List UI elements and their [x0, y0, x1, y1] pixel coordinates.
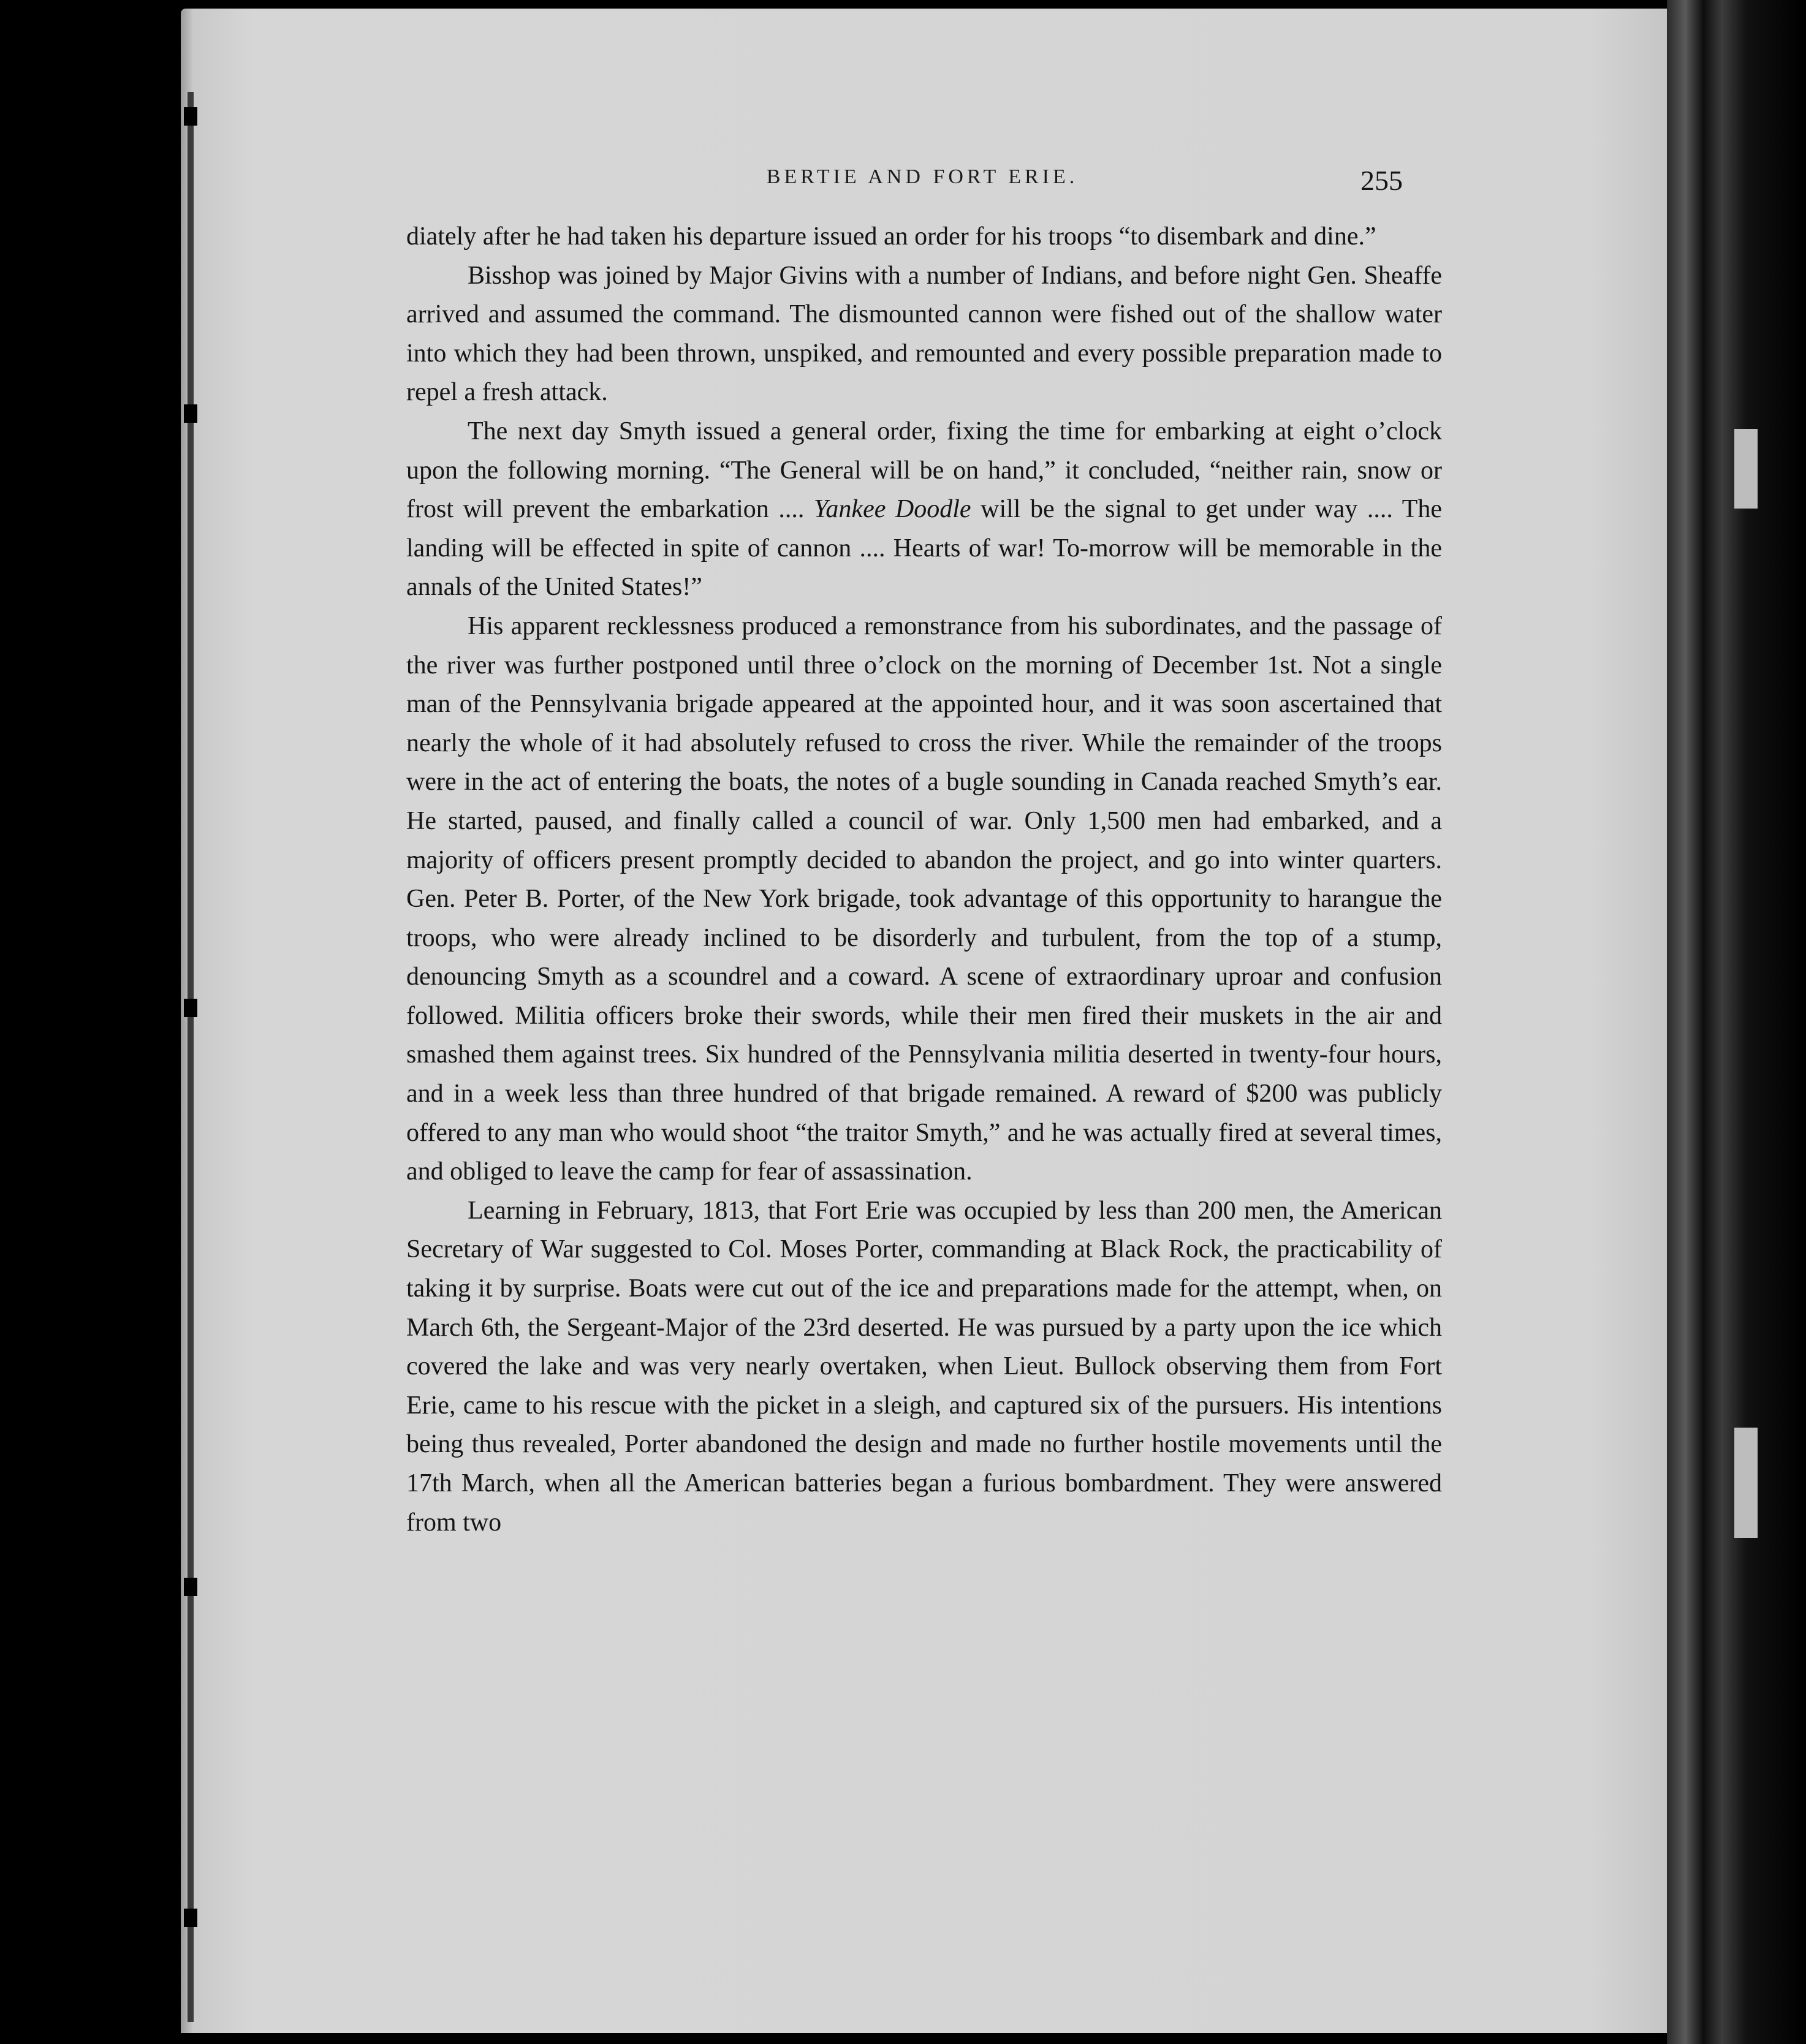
- paragraph-text: will be the signal to get under way .... The landing will be effected in spite of cannon .... Hearts of war! To-morrow will be memorable in the annals of the United States!”: [406, 495, 1443, 602]
- running-title: BERTIE AND FORT ERIE.: [766, 165, 1079, 188]
- binding-stitch: [184, 1909, 197, 1927]
- italic-title: Yankee Doodle: [813, 495, 971, 524]
- binding-stitch: [184, 999, 197, 1017]
- binding-gutter: [188, 92, 194, 2022]
- paragraph: diately after he had taken his departure issued an order for his troops “to disembark and dine.”: [406, 222, 1376, 251]
- paragraph: [406, 412, 1442, 607]
- paragraph: His apparent recklessness produced a remonstrance from his subordinates, and the passage of the river was further postponed until three o’clock on the morning of December 1st. Not a single man of the Pennsylvania brigade appeared at the appointed hour, and it was soon ascertained that nearly the whole of it had absolutely refused to cross the river. While the remainder of the troops were in the act of entering the boats, the notes of a bugle sounding in Canada reached Smyth’s ear. He started, paused, and finally called a council of war. Only 1,500 men had embarked, and a majority of officers present promptly decided to abandon the project, and go into winter quarters. Gen. Peter B. Porter, of the New York brigade, took advantage of this opportunity to harangue the troops, who were already inclined to be disorderly and turbulent, from the top of a stump, denouncing Smyth as a scoundrel and a coward. A scene of extraordinary uproar and confusion followed. Militia officers broke their swords, while their men fired their muskets in the air and smashed them against trees. Six hundred of the Pennsylvania militia deserted in twenty-four hours, and in a week less than three hundred of that brigade remained. A reward of $200 was publicly offered to any man who would shoot “the traitor Smyth,” and he was actually fired at several times, and obliged to leave the camp for fear of assassination.: [406, 611, 1442, 1186]
- book-fore-edge: [1667, 0, 1806, 2044]
- page-number: 255: [1360, 165, 1403, 196]
- page-tab: [1734, 1428, 1758, 1538]
- binding-stitch: [184, 107, 197, 126]
- paragraph: Bisshop was joined by Major Givins with a number of Indians, and before night Gen. Sheaffe arrived and assumed the command. The dismounted cannon were fished out of the shallow water into which they had been thrown, unspiked, and remounted and every possible preparation made to repel a fresh attack.: [406, 261, 1442, 407]
- body-text: [406, 218, 1442, 1542]
- paragraph-text: The next day Smyth issued a general order, fixing the time for embarking at eight o’clock upon the following morning. “The General will be on hand,” it concluded, “neither rain, snow or frost will prevent the embarkation ....: [406, 417, 1442, 524]
- binding-stitch: [184, 1578, 197, 1596]
- binding-stitch: [184, 404, 197, 423]
- page-tab: [1734, 429, 1758, 509]
- paragraph: Learning in February, 1813, that Fort Erie was occupied by less than 200 men, the American Secretary of War suggested to Col. Moses Porter, commanding at Black Rock, the practicability of taking it by surprise. Boats were cut out of the ice and preparations made for the attempt, when, on March 6th, the Sergeant-Major of the 23rd deserted. He was pursued by a party upon the ice which covered the lake and was very nearly overtaken, when Lieut. Bullock observing them from Fort Erie, came to his rescue with the picket in a sleigh, and captured six of the pursuers. His intentions being thus revealed, Porter abandoned the design and made no further hostile movements until the 17th March, when all the American batteries began a furious bombardment. They were answered from two: [406, 1196, 1442, 1537]
